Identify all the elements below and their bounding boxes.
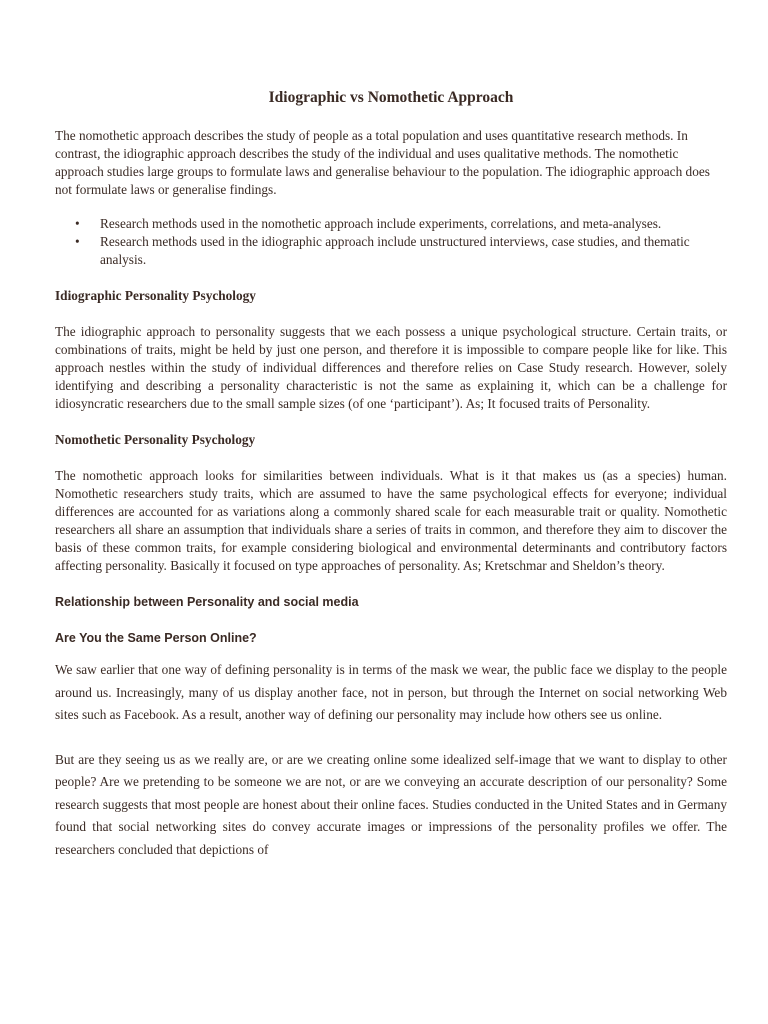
list-item xyxy=(55,215,690,233)
nomothetic-paragraph: The nomothetic approach looks for similarities between individuals. What is it that makes us (as a species) human. Nomothetic researchers study traits, which are assumed to have the same psychological effects for everyone; individual differences are accounted for as variations along a commonly shared scale for each measurable trait or quality. Nomothetic researchers all share an assumption that individuals share a series of traits in common, and therefore they aim to discover the basis of these common traits, for example considering biological and environmental determinants and contributory factors affecting personality. Basically it focused on type approaches of personality. As; Kretschmar and Sheldon’s theory. xyxy=(55,468,727,573)
methods-bullet-list xyxy=(55,215,727,269)
list-item xyxy=(55,233,690,269)
section-heading-social-media: Relationship between Personality and social media xyxy=(55,595,359,609)
bullet-text: Research methods used in the nomothetic approach include experiments, correlations, and meta-analyses. xyxy=(100,216,662,231)
subheading-same-person-online: Are You the Same Person Online? xyxy=(55,631,257,645)
bullet-icon: • xyxy=(75,216,80,231)
bullet-text: Research methods used in the idiographic approach include unstructured interviews, case studies, and thematic analysis. xyxy=(100,234,690,267)
section-heading-idiographic: Idiographic Personality Psychology xyxy=(55,288,256,303)
intro-paragraph: The nomothetic approach describes the study of people as a total population and uses quantitative research methods. In contrast, the idiographic approach describes the study of the individual and uses qualitative methods. The nomothetic approach studies large groups to formulate laws and generalise behaviour to the population. The idiographic approach does not formulate laws or generalise findings. xyxy=(55,128,710,197)
online-paragraph-2: But are they seeing us as we really are, or are we creating online some idealized self-image that we want to display to other people? Are we pretending to be someone we are not, or are we conveying an accurate description of our personality? Some research suggests that most people are honest about their online faces. Studies conducted in the United States and in Germany found that social networking sites do convey accurate images or impressions of the personality profiles we offer. The researchers concluded that depictions of xyxy=(55,751,727,857)
page-title: Idiographic vs Nomothetic Approach xyxy=(268,89,514,106)
bullet-icon: • xyxy=(75,234,80,249)
section-heading-nomothetic: Nomothetic Personality Psychology xyxy=(55,432,256,447)
online-paragraph-1: We saw earlier that one way of defining personality is in terms of the mask we wear, the public face we display to the people around us. Increasingly, many of us display another face, not in person, but through the Internet on social networking Web sites such as Facebook. As a result, another way of defining our personality may include how others see us online. xyxy=(55,662,727,722)
idiographic-paragraph: The idiographic approach to personality suggests that we each possess a unique psychological structure. Certain traits, or combinations of traits, might be held by just one person, and therefore it is impossible to compare people like for like. This approach nestles within the study of individual differences and therefore relies on Case Study research. However, solely identifying and describing a personality characteristic is not the same as explaining it, which can be a challenge for idiosyncratic researchers due to the small sample sizes (of one ‘participant’). As; It focused traits of Personality. xyxy=(55,324,727,411)
